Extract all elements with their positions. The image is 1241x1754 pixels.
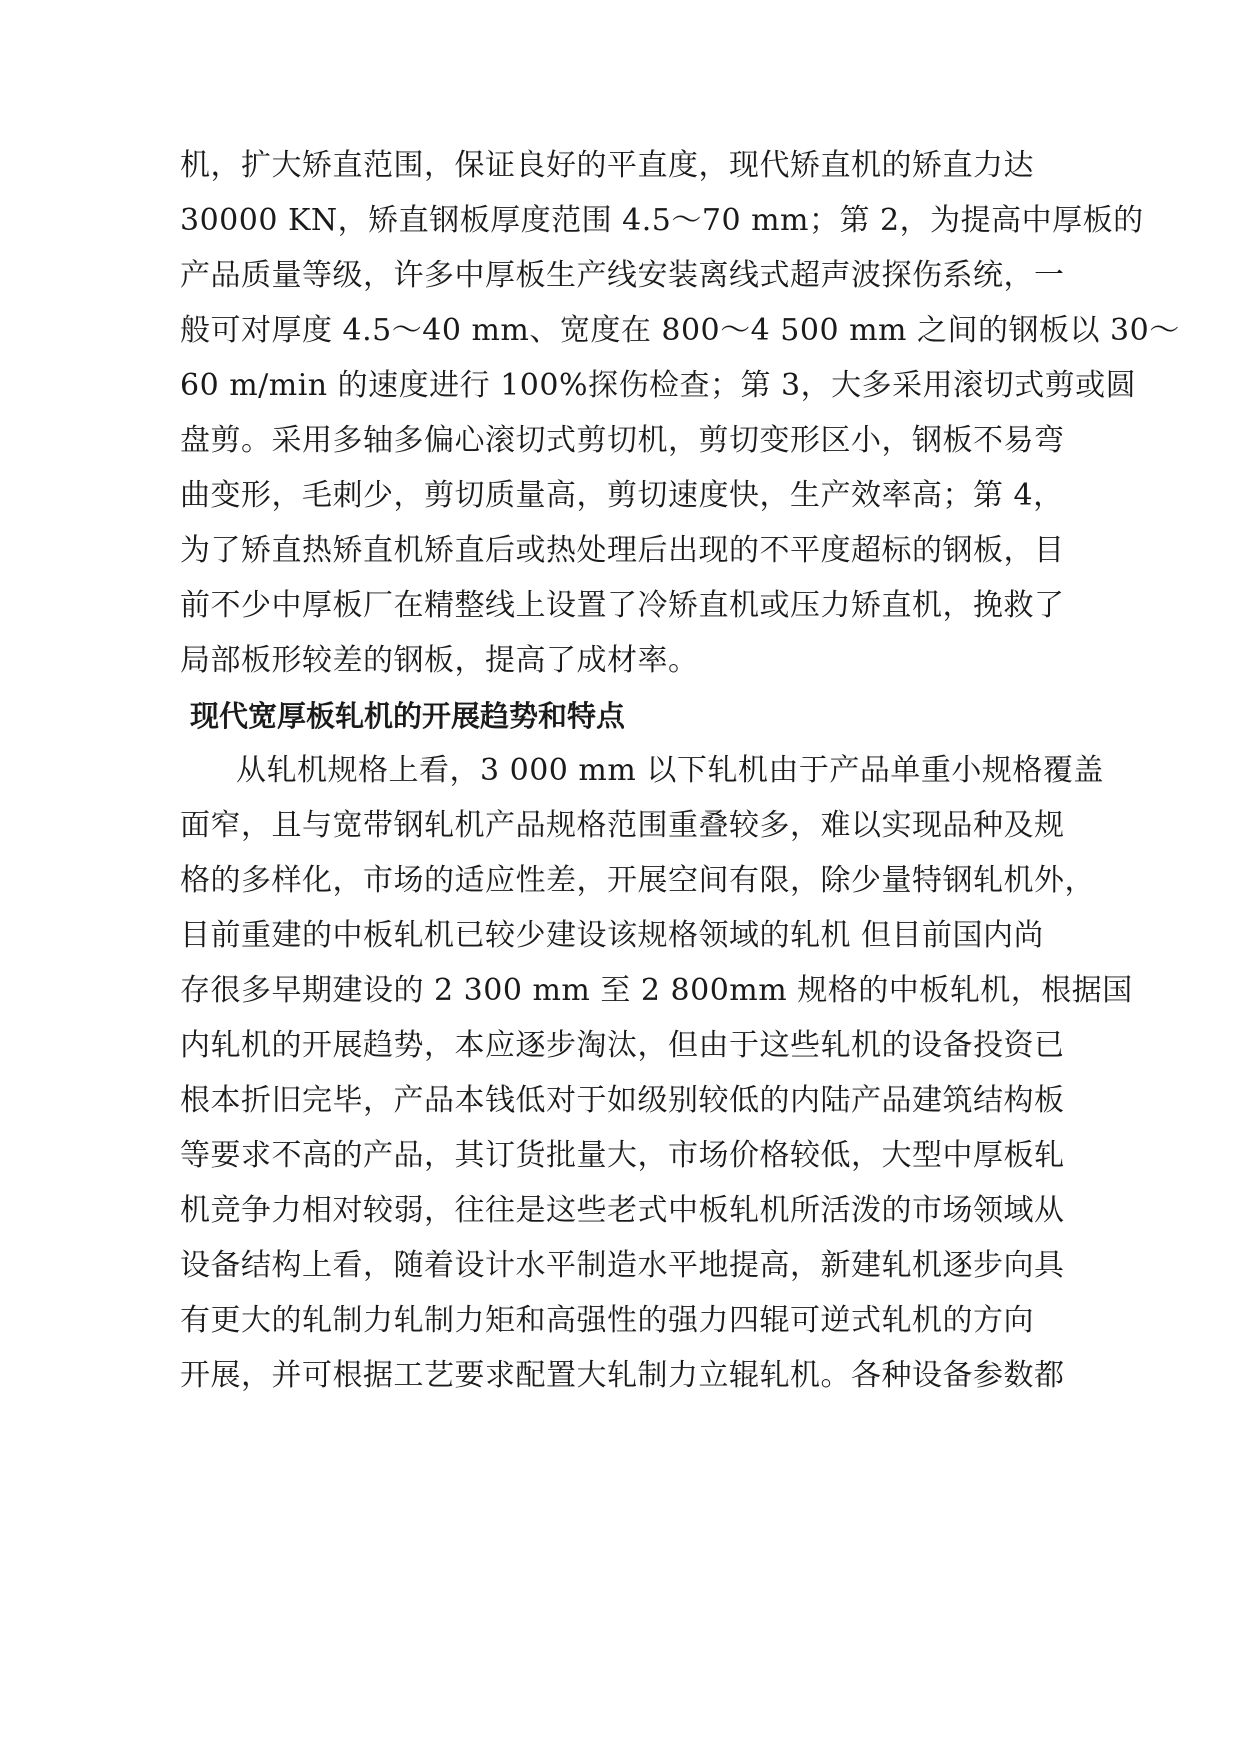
paragraph-line: 60 m/min 的速度进行 100%探伤检查；第 3，大多采用滚切式剪或圆 — [180, 368, 1137, 403]
paragraph-line: 为了矫直热矫直机矫直后或热处理后出现的不平度超标的钢板，目 — [180, 533, 1065, 568]
paragraph-line: 开展，并可根据工艺要求配置大轧制力立辊轧机。各种设备参数都 — [180, 1358, 1065, 1393]
paragraph-line: 局部板形较差的钢板，提高了成材率。 — [180, 643, 699, 678]
paragraph-line: 盘剪。采用多轴多偏心滚切式剪切机，剪切变形区小，钢板不易弯 — [180, 423, 1065, 458]
paragraph-line: 面窄，且与宽带钢轧机产品规格范围重叠较多，难以实现品种及规 — [180, 808, 1065, 843]
section-heading: 现代宽厚板轧机的开展趋势和特点 — [190, 699, 626, 733]
paragraph-line: 机，扩大矫直范围，保证良好的平直度，现代矫直机的矫直力达 — [180, 148, 1034, 183]
paragraph-line: 有更大的轧制力轧制力矩和高强性的强力四辊可逆式轧机的方向 — [180, 1303, 1034, 1338]
paragraph-line: 等要求不高的产品，其订货批量大，市场价格较低，大型中厚板轧 — [180, 1138, 1065, 1173]
paragraph-line: 目前重建的中板轧机已较少建设该规格领域的轧机 但目前国内尚 — [180, 918, 1045, 953]
paragraph-line: 根本折旧完毕，产品本钱低对于如级别较低的内陆产品建筑结构板 — [180, 1083, 1065, 1118]
paragraph-line: 存很多早期建设的 2 300 mm 至 2 800mm 规格的中板轧机，根据国 — [180, 973, 1133, 1008]
paragraph-line: 般可对厚度 4.5～40 mm、宽度在 800～4 500 mm 之间的钢板以 30～ — [180, 313, 1180, 348]
paragraph-line: 机竞争力相对较弱，往往是这些老式中板轧机所活泼的市场领域从 — [180, 1193, 1065, 1228]
paragraph-line: 前不少中厚板厂在精整线上设置了冷矫直机或压力矫直机，挽救了 — [180, 588, 1065, 623]
paragraph-line: 格的多样化，市场的适应性差，开展空间有限，除少量特钢轧机外， — [180, 863, 1095, 898]
paragraph-line: 从轧机规格上看，3 000 mm 以下轧机由于产品单重小规格覆盖 — [236, 753, 1104, 788]
paragraph-line: 30000 KN，矫直钢板厚度范围 4.5～70 mm；第 2，为提高中厚板的 — [180, 203, 1144, 238]
paragraph-line: 内轧机的开展趋势，本应逐步淘汰，但由于这些轧机的设备投资已 — [180, 1028, 1065, 1063]
paragraph-line: 设备结构上看，随着设计水平制造水平地提高，新建轧机逐步向具 — [180, 1248, 1065, 1283]
paragraph-line: 产品质量等级，许多中厚板生产线安装离线式超声波探伤系统，一 — [180, 258, 1065, 293]
paragraph-line: 曲变形，毛刺少，剪切质量高，剪切速度快，生产效率高；第 4， — [180, 478, 1064, 513]
